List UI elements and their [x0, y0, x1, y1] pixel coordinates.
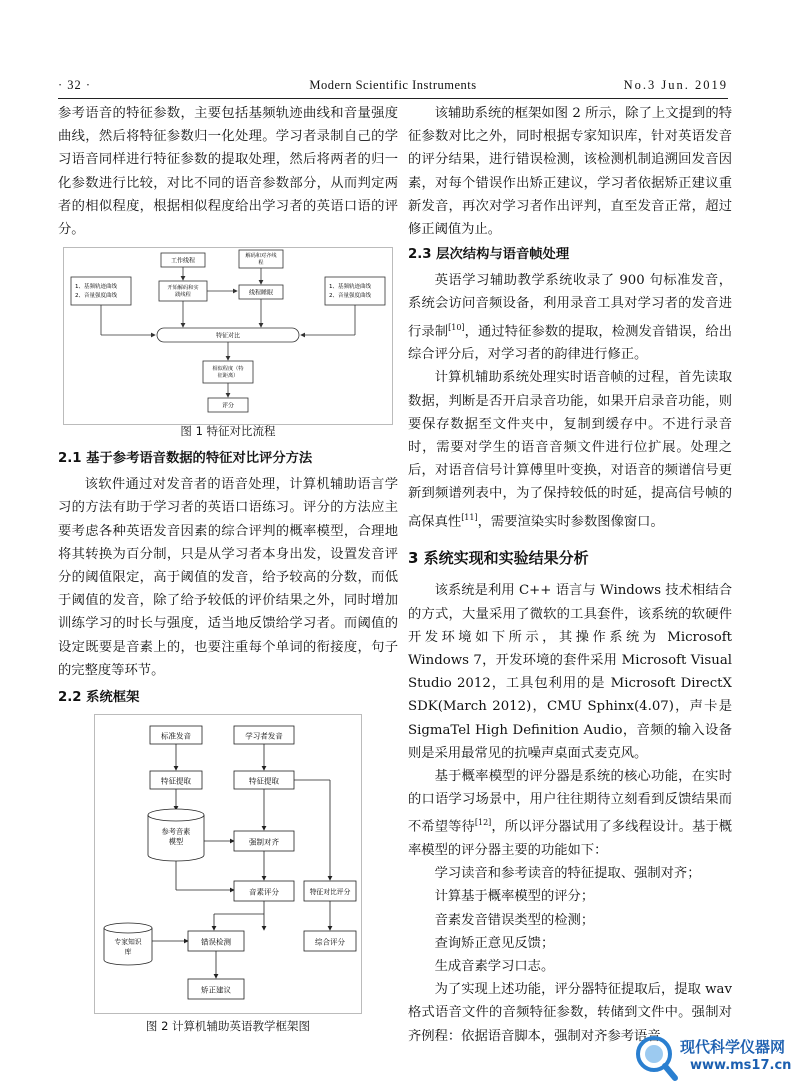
figure-2: [94, 714, 362, 1014]
standard-voice-label: 标准发音: [161, 731, 191, 741]
figure-1-caption: 图 1 特征对比流程: [180, 424, 276, 439]
start-decode-label: 开始解码和实践线程: [167, 285, 199, 299]
figure-1: [63, 247, 393, 425]
feature-compare-label: 特征对比: [215, 332, 241, 340]
section-heading: 2.2 系统框架: [58, 690, 140, 706]
score-label: 评分: [221, 402, 235, 410]
phone-score-label: 音素评分: [249, 887, 279, 897]
feature-extract-a-label: 特征提取: [161, 776, 191, 786]
section-heading: 2.1 基于参考语音数据的特征对比评分方法: [58, 451, 313, 467]
similarity-box: [203, 361, 253, 383]
list-item: 学习读音和参考读音的特征提取、强制对齐；: [434, 866, 701, 882]
feature-compare-flowchart: [63, 247, 393, 425]
decode-thread-label: 解码和对齐线程: [245, 253, 277, 267]
list-item: 查询矫正意见反馈；: [434, 935, 555, 951]
feature-compare-score-label: 特征对比评分: [309, 888, 351, 897]
learner-voice-label: 学习者发音: [245, 731, 283, 741]
paragraph: 该系统是利用 C++ 语言与 Windows 技术相结合的方式，大量采用了微软的工具套件，该系统的软硬件开发环境如下所示，其操作系统为 Microsoft Windows 7，开发环境的套件采用 Microsoft Visual Studio 2012，工具包利用的是 Microsoft DirectX SDK(March 2012)，CMU Sphinx(4.07)，声卡是 SigmaTel High Definition Audio，音频的输入设备则是采用最常见的抗噪声桌面式麦克风。: [408, 583, 732, 761]
watermark-name: 现代科学仪器网: [680, 1038, 786, 1056]
list-item: 计算基于概率模型的评分；: [434, 889, 595, 905]
paragraph: 该软件通过对发音者的语音处理，计算机辅助语言学习的方法有助于学习者的英语口语练习。评分的方法应主要考虑各种英语发音因素的综合评判的概率模型，合理地将其转换为百分制，只是从学习者本身出发，设置发音评分的阈值限定，高于阈值的发音，给予较高的分数，而低于阈值的发音，除了给予较低的评价结果之外，同时增加训练学习的时长与强度，适当地反馈给学习者。而阈值的设定既要是音素上的，也要注重每个单词的衔接度，句子的完整度等环节。: [58, 477, 398, 678]
correction-label: 矫正建议: [201, 985, 231, 995]
paragraph: 该辅助系统的框架如图 2 所示，除了上文提到的特征参数对比之外，同时根据专家知识库，针对英语发音的评分结果，进行错误检测，该检测机制追溯回发音因素，对每个错误作出矫正建议，学习者依据矫正建议重新发音，再次对学习者作出评判，直至发音正常，超过修正阈值为止。: [408, 106, 732, 238]
paragraph: 计算机辅助系统处理实时语音帧的过程，首先读取数据，判断是否开启录音功能，如果开启录音功能，则要保存数据至文件夹中，复制到缓存中。不进行录音时，需要对学生的语音音频文件进行位扩展。处理之后，对语音信号计算傅里叶变换，对语音的频谱信号更新到频谱列表中，为了保持较低的时延，提高信号帧的高保真性[11]，需要渲染实时参数图像窗口。: [408, 370, 732, 530]
right-column: [408, 102, 732, 1048]
list-item: 生成音素学习口志。: [434, 958, 555, 974]
list-item: 音素发音错误类型的检测；: [434, 912, 595, 928]
watermark-logo: [632, 1028, 800, 1085]
section-heading: 2.3 层次结构与语音帧处理: [408, 247, 570, 263]
framework-diagram: [94, 714, 362, 1014]
work-thread-label: 工作线程: [170, 257, 196, 265]
error-detect-label: 错误检测: [201, 937, 231, 947]
citation: [11]: [461, 512, 478, 522]
reference-model-label: 参考音素模型: [161, 827, 191, 847]
watermark-url: www.ms17.cn: [690, 1058, 792, 1073]
similarity-label: 相似程度（特征距离）: [212, 366, 244, 380]
section-heading: 3 系统实现和实验结果分析: [408, 549, 589, 568]
page-number: · 32 ·: [58, 78, 92, 92]
thread-sleep-label: 线程睡眠: [248, 289, 274, 297]
running-header: [58, 76, 728, 99]
left-column: [58, 102, 398, 1036]
expert-knowledge-base-label: 专家知识库: [114, 938, 142, 957]
right-curves-box: [325, 277, 385, 305]
start-decode-box: [159, 281, 207, 301]
figure-2-caption: 图 2 计算机辅助英语教学框架图: [145, 1019, 311, 1034]
overall-score-label: 综合评分: [315, 937, 345, 947]
magnifier-icon: [638, 1038, 675, 1078]
right-curves-text: 1、基频轨迹曲线 2、音量强度曲线: [329, 284, 371, 300]
citation: [10]: [448, 322, 465, 332]
left-curves-box: [71, 277, 131, 305]
force-align-label: 强制对齐: [249, 837, 279, 847]
issue-info: No.3 Jun. 2019: [623, 78, 728, 92]
left-curves-text: 1、基频轨迹曲线 2、音量强度曲线: [75, 284, 117, 300]
journal-name: Modern Scientific Instruments: [309, 78, 477, 92]
paragraph: 英语学习辅助教学系统收录了 900 句标准发音，系统会访问音频设备，利用录音工具对学习者的发音进行录制[10]，通过特征参数的提取，检测发音错误，给出综合评分后，对学习者的韵律进行修正。: [408, 273, 733, 363]
paragraph: 参考语音的特征参数，主要包括基频轨迹曲线和音量强度曲线，然后将特征参数归一化处理。学习者录制自己的学习语音同样进行特征参数的提取处理，然后将两者的归一化参数进行比较，对比不同的语音参数部分，从而判定两者的相似程度，根据相似程度给出学习者的英语口语的评分。: [58, 106, 398, 238]
citation: [12]: [474, 818, 492, 828]
feature-extract-b-label: 特征提取: [249, 776, 279, 786]
paragraph: 为了实现上述功能，评分器特征提取后，提取 wav 格式语音文件的音频特征参数，转储到文件中。强制对齐例程：依据语音脚本，强制对齐参考语音: [408, 982, 732, 1044]
paragraph: 基于概率模型的评分器是系统的核心功能，在实时的口语学习场景中，用户往往期待立刻看到反馈结果而不希望等待[12]，所以评分器试用了多线程设计。基于概率模型的评分器主要的功能如下：: [408, 768, 733, 858]
